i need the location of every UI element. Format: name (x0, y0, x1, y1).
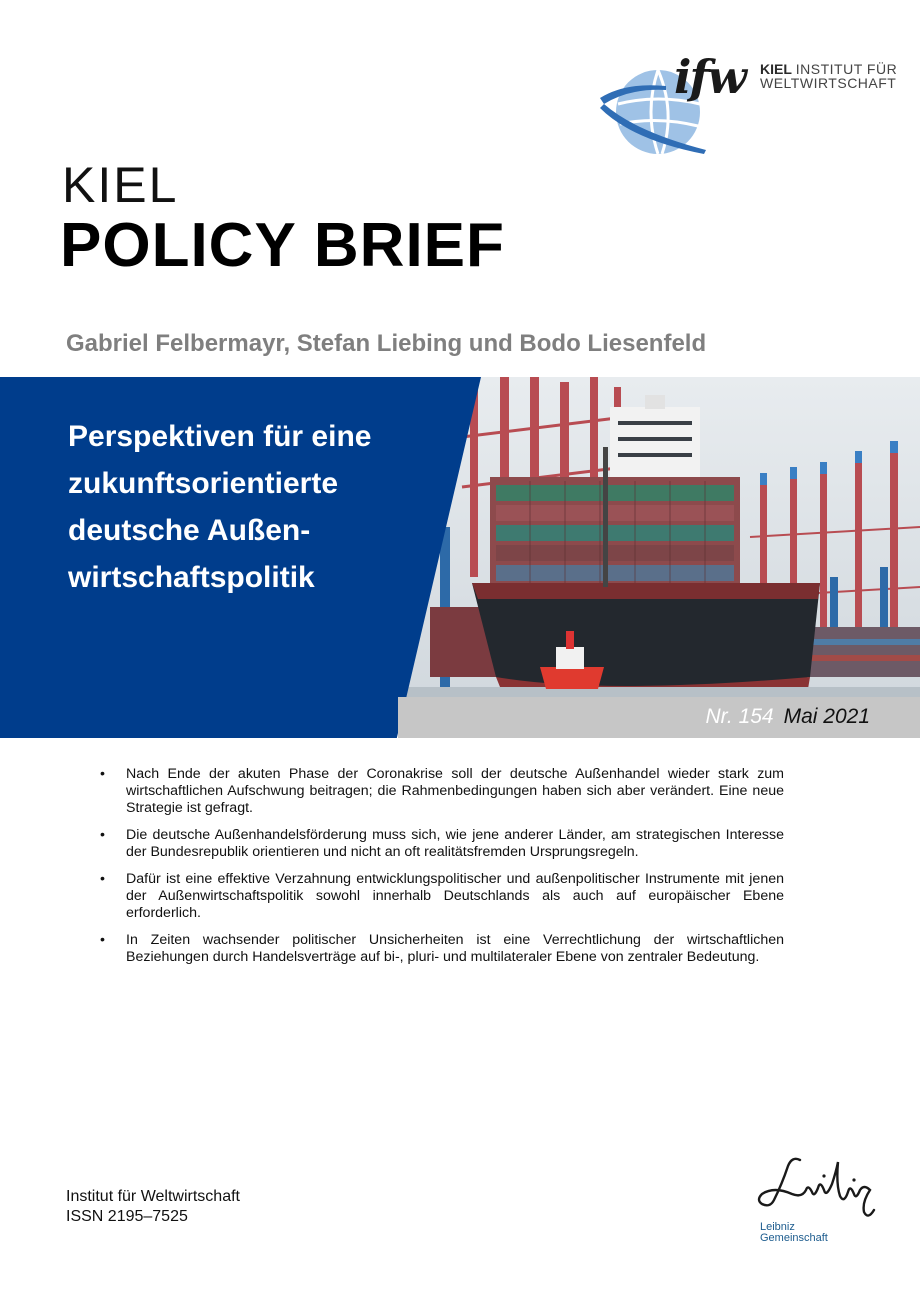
report-title-line: wirtschaftspolitik (68, 561, 315, 594)
bullet-icon: • (100, 766, 105, 782)
key-points-list (100, 766, 784, 976)
bullet-icon: • (100, 932, 105, 948)
leibniz-line1: Leibniz (760, 1221, 795, 1233)
report-title-line: Perspektiven für eine (68, 420, 372, 453)
ifw-institute-name (760, 62, 897, 90)
logo-kiel: KIEL (760, 61, 792, 77)
institute-name: Institut für Weltwirtschaft (66, 1188, 240, 1205)
issue-date: Mai 2021 (783, 705, 870, 728)
ifw-wordmark: ifw (674, 50, 745, 104)
leibniz-wordmark (760, 1222, 828, 1244)
key-point-text: Die deutsche Außenhandelsförderung muss sich, wie jene anderer Länder, am strategischen Interesse der Bundesrepublik orientieren und nicht an oft realitätsfremden Ursprungsregeln. (126, 827, 784, 860)
bullet-icon: • (100, 827, 105, 843)
issn: ISSN 2195–7525 (66, 1208, 188, 1225)
leibniz-logo (752, 1154, 882, 1254)
report-title (68, 413, 448, 601)
logo-institut-fuer: INSTITUT FÜR (795, 61, 898, 77)
key-point-text: In Zeiten wachsender politischer Unsicherheiten ist eine Verrechtlichung der wirtschaftlichen Beziehungen durch Handelsverträge auf bi-, pluri- und multilateraler Ebene von zentraler Bedeutung. (126, 932, 784, 965)
logo-weltwirtschaft: WELTWIRTSCHAFT (760, 75, 897, 91)
key-point (100, 766, 784, 817)
bullet-icon: • (100, 871, 105, 887)
series-title-kiel: KIEL (62, 157, 179, 213)
series-title-policy-brief: POLICY BRIEF (60, 211, 505, 280)
report-title-line: zukunftsorientierte (68, 467, 339, 500)
leibniz-signature-icon (752, 1154, 882, 1224)
ifw-logo (596, 46, 906, 164)
issue-bar (398, 697, 920, 738)
authors: Gabriel Felbermayr, Stefan Liebing und Bodo Liesenfeld (66, 330, 707, 357)
key-point-text: Nach Ende der akuten Phase der Coronakrise soll der deutsche Außenhandel wieder stark zum wirtschaftlichen Aufschwung beitragen; die Rahmenbedingungen haben sich aber verändert. Eine neue Strategie ist gefragt. (126, 766, 784, 816)
issue-info (706, 705, 870, 729)
report-title-line: deutsche Außen- (68, 514, 311, 547)
key-point (100, 827, 784, 861)
key-point (100, 932, 784, 966)
key-point-text: Dafür ist eine effektive Verzahnung entwicklungspolitischer und außenpolitischer Instrumente mit jenen der Außenwirtschaftspolitik sowohl innerhalb Deutschlands als auch auf europäischer Ebene erforderlich. (126, 871, 784, 921)
title-banner (0, 377, 920, 738)
publisher-info (66, 1187, 240, 1227)
key-point (100, 871, 784, 922)
issue-number: Nr. 154 (705, 705, 774, 728)
leibniz-line2: Gemeinschaft (760, 1232, 828, 1244)
